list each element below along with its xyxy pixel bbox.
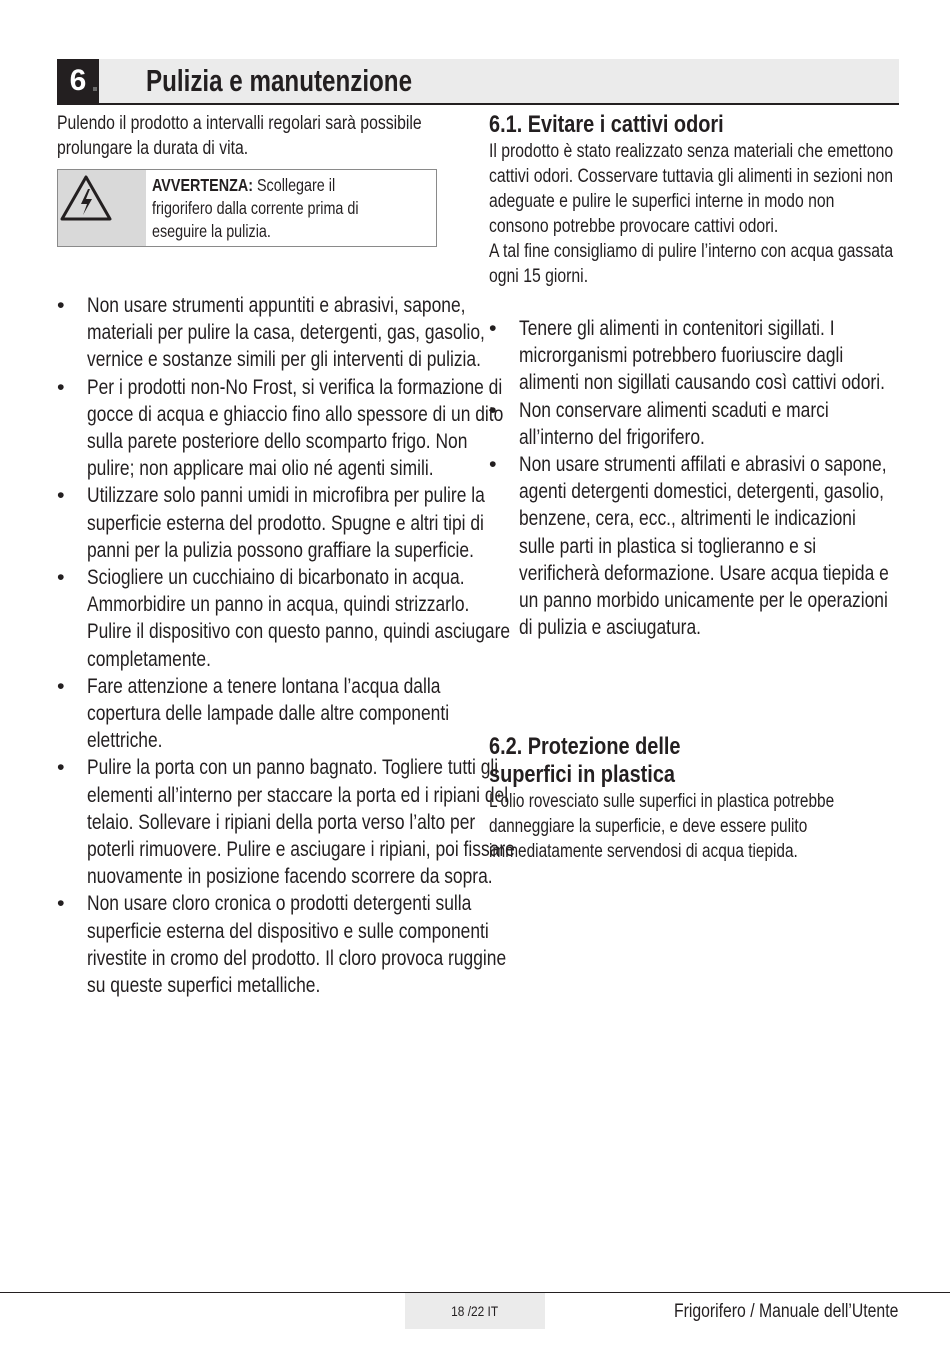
warning-label: AVVERTENZA: bbox=[152, 175, 253, 195]
section-6-1-paragraph bbox=[489, 139, 949, 289]
list-item: • Utilizzare solo panni umidi in microfibra per pulire la superficie esterna del prodotto. Spugne e altri tipi di panni per la pulizia possono graffiare la superficie. bbox=[57, 482, 517, 564]
heading-line: superfici in plastica bbox=[489, 761, 675, 788]
section-number: 6 bbox=[57, 59, 99, 103]
paragraph-text: Il prodotto è stato realizzato senza materiali che emettono cattivi odori. Cosservare tuttavia gli alimenti in sezioni non adeguate e pulire le superfici interne in modo non consono potrebbe provocare cattivi odori. bbox=[489, 141, 894, 237]
odor-prevention-list bbox=[489, 315, 949, 641]
heading-line: 6.2. Protezione delle bbox=[489, 733, 681, 760]
list-item: • Fare attenzione a tenere lontana l’acqua dalla copertura delle lampade dalle altre componenti elettriche. bbox=[57, 673, 517, 755]
warning-message: Scollegare il frigorifero dalla corrente prima di eseguire la pulizia. bbox=[152, 175, 359, 241]
page-number: 18 /22 IT bbox=[405, 1293, 545, 1329]
footer-title: Frigorifero / Manuale dell’Utente bbox=[673, 1301, 898, 1322]
list-item: • Sciogliere un cucchiaino di bicarbonato in acqua. Ammorbidire un panno in acqua, quindi strizzarlo. Pulire il dispositivo con questo panno, quindi asciugare completamente. bbox=[57, 564, 517, 673]
list-item: • Pulire la porta con un panno bagnato. Togliere tutti gli elementi all’interno per staccare la porta ed i ripiani del telaio. Sollevare i ripiani della porta verso l’alto per poterli rimuovere. Pulire e asciugare i ripiani, poi fissare nuovamente in posizione facendo scorrere da sopra. bbox=[57, 754, 517, 890]
cleaning-instructions-list bbox=[57, 292, 517, 999]
section-6-2-paragraph: L'olio rovesciato sulle superfici in plastica potrebbe danneggiare la superficie, e deve essere pulito immediatamente servendosi di acqua tiepida. bbox=[489, 791, 835, 862]
list-item: • Non conservare alimenti scaduti e marci all’interno del frigorifero. bbox=[489, 397, 949, 451]
intro-paragraph: Pulendo il prodotto a intervalli regolari sarà possibile prolungare la durata di vita. bbox=[57, 113, 422, 159]
list-item: • Non usare strumenti appuntiti e abrasivi, sapone, materiali per pulire la casa, detergenti, gas, gasolio, vernice e sostanze simili per gli interventi di pulizia. bbox=[57, 292, 517, 374]
warning-icon-box bbox=[58, 170, 146, 246]
electric-hazard-icon bbox=[59, 173, 113, 223]
section-number-dot bbox=[93, 87, 97, 91]
warning-text bbox=[152, 174, 482, 243]
warning-box bbox=[57, 169, 437, 247]
list-item: • Tenere gli alimenti in contenitori sigillati. I microrganismi potrebbero fuoriuscire dagli alimenti non sigillati causando così cattivi odori. bbox=[489, 315, 949, 397]
list-item: • Non usare strumenti affilati e abrasivi o sapone, agenti detergenti domestici, detergenti, gasolio, benzene, cera, ecc., altrimenti le indicazioni sulle parti in plastica si toglieranno e si verificherà deformazione. Usare acqua tiepida e un panno morbido unicamente per le operazioni di pulizia e asciugatura. bbox=[489, 451, 949, 641]
section-6-2-heading bbox=[489, 733, 720, 789]
paragraph-text: A tal fine consigliamo di pulire l’interno con acqua gassata ogni 15 giorni. bbox=[489, 241, 894, 287]
list-item: • Per i prodotti non-No Frost, si verifica la formazione di gocce di acqua e ghiaccio fino allo spessore di un dito sulla parete posteriore dello scomparto frigo. Non pulire; non applicare mai olio né agenti simili. bbox=[57, 374, 517, 483]
list-item: • Non usare cloro cronica o prodotti detergenti sulla superficie esterna del dispositivo e sulle componenti rivestite in cromo del prodotto. Il cloro provoca ruggine su queste superfici metalliche. bbox=[57, 890, 517, 999]
section-title: Pulizia e manutenzione bbox=[146, 63, 413, 98]
section-6-1-heading: 6.1. Evitare i cattivi odori bbox=[489, 111, 724, 138]
section-header bbox=[57, 59, 899, 105]
